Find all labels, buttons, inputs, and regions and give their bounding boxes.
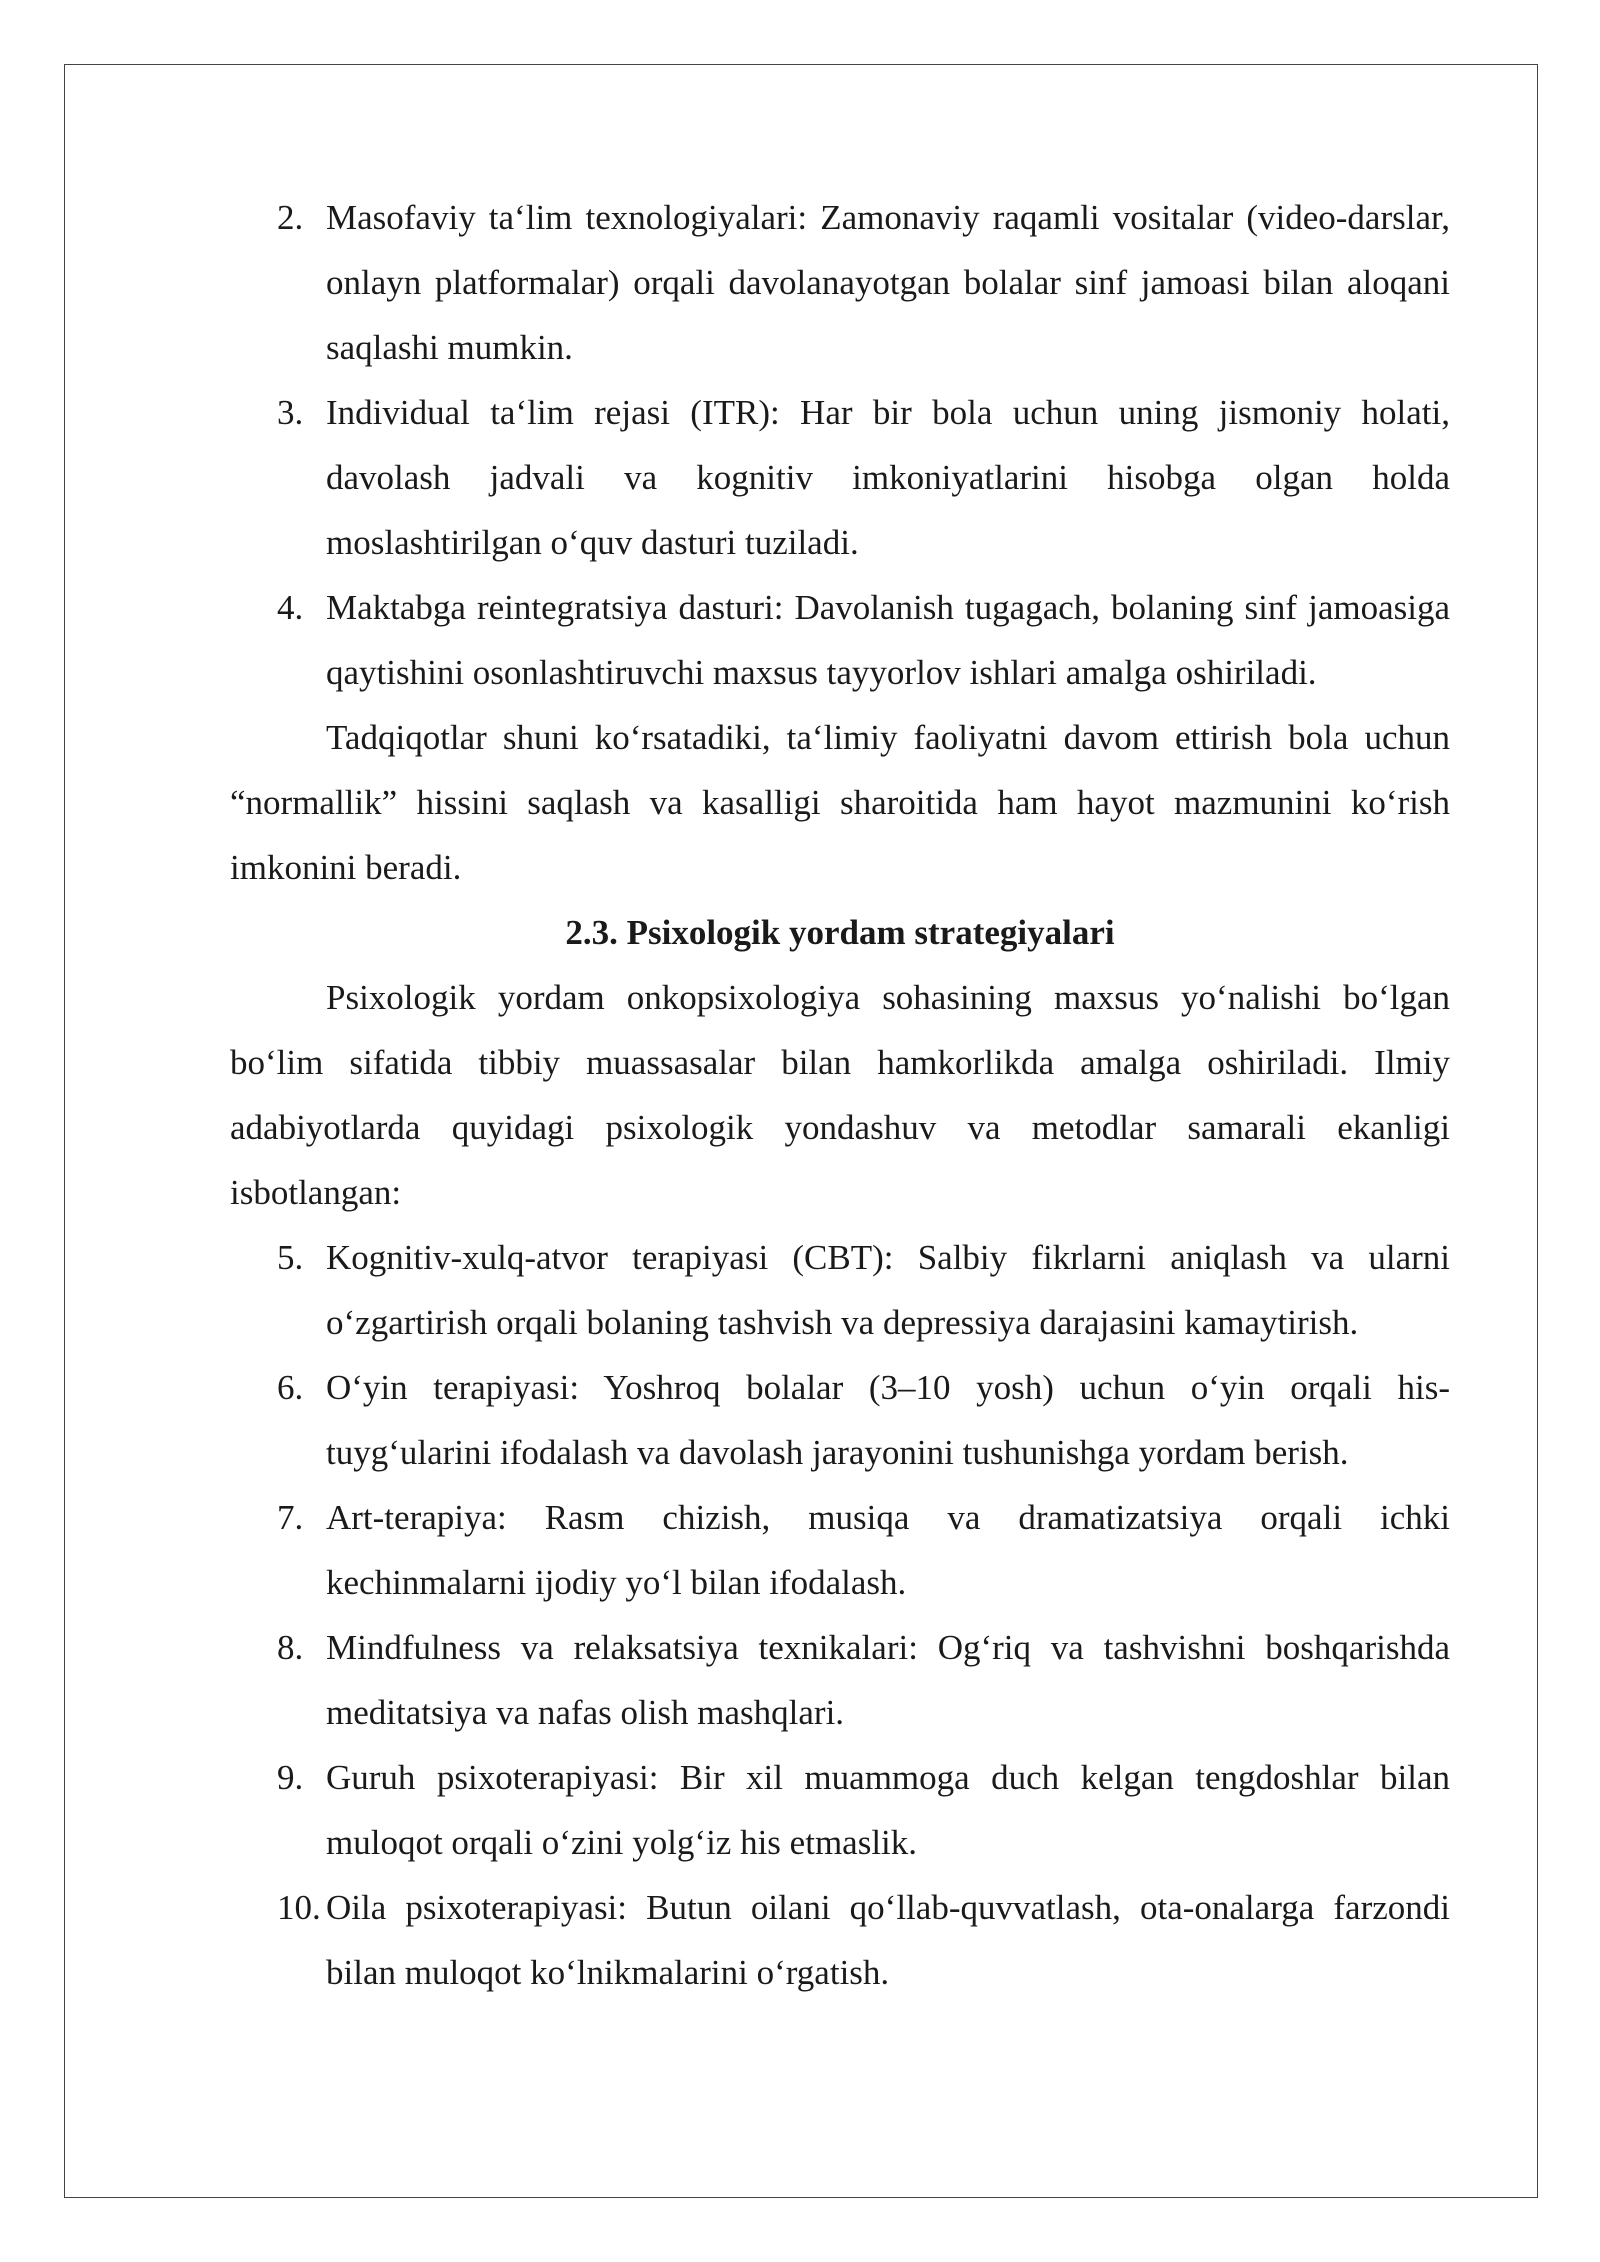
list-item-text: Guruh psixoterapiyasi: Bir xil muammoga duch kelgan tengdoshlar bilan muloqot orqali o‘zini yolg‘iz his etmaslik.	[326, 1758, 1450, 1862]
body-paragraph: Tadqiqotlar shuni ko‘rsatadiki, ta‘limiy faoliyatni davom ettirish bola uchun “normallik” hissini saqlash va kasalligi sharoitida ham hayot mazmunini ko‘rish imkonini beradi.	[230, 718, 1450, 887]
list-item-text: Art-terapiya: Rasm chizish, musiqa va dramatizatsiya orqali ichki kechinmalarni ijodiy yo‘l bilan ifodalash.	[326, 1498, 1450, 1602]
list-item-number: 3.	[277, 393, 304, 432]
list-item	[230, 1225, 1450, 1355]
document-body	[230, 185, 1450, 2005]
list-item-number: 5.	[277, 1238, 304, 1277]
list-item	[230, 185, 1450, 380]
list-item-text: O‘yin terapiyasi: Yoshroq bolalar (3–10 yosh) uchun o‘yin orqali his-tuyg‘ularini ifodalash va davolash jarayonini tushunishga yordam berish.	[326, 1368, 1450, 1472]
list-item	[230, 1485, 1450, 1615]
list-item-text: Kognitiv-xulq-atvor terapiyasi (CBT): Salbiy fikrlarni aniqlash va ularni o‘zgartirish orqali bolaning tashvish va depressiya darajasini kamaytirish.	[326, 1238, 1450, 1342]
list-item-text: Individual ta‘lim rejasi (ITR): Har bir bola uchun uning jismoniy holati, davolash jadvali va kognitiv imkoniyatlarini hisobga olgan holda moslashtirilgan o‘quv dasturi tuziladi.	[326, 393, 1450, 562]
list-item-text: Mindfulness va relaksatsiya texnikalari: Og‘riq va tashvishni boshqarishda meditatsiya va nafas olish mashqlari.	[326, 1628, 1450, 1732]
list-item	[230, 575, 1450, 705]
list-item-number: 6.	[277, 1368, 304, 1407]
body-paragraph: Psixologik yordam onkopsixologiya sohasining maxsus yo‘nalishi bo‘lgan bo‘lim sifatida tibbiy muassasalar bilan hamkorlikda amalga oshiriladi. Ilmiy adabiyotlarda quyidagi psixologik yondashuv va metodlar samarali ekanligi isbotlangan:	[230, 978, 1450, 1212]
section-heading: 2.3. Psixologik yordam strategiyalari	[565, 913, 1115, 952]
list-item-text: Masofaviy ta‘lim texnologiyalari: Zamonaviy raqamli vositalar (video-darslar, onlayn platformalar) orqali davolanayotgan bolalar sinf jamoasi bilan aloqani saqlashi mumkin.	[326, 198, 1450, 367]
list-item	[230, 380, 1450, 575]
list-item-number: 4.	[277, 588, 304, 627]
list-item-number: 7.	[277, 1498, 304, 1537]
list-item-text: Maktabga reintegratsiya dasturi: Davolanish tugagach, bolaning sinf jamoasiga qaytishini osonlashtiruvchi maxsus tayyorlov ishlari amalga oshiriladi.	[326, 588, 1450, 692]
list-item	[230, 1745, 1450, 1875]
list-item-number: 8.	[277, 1628, 304, 1667]
list-item-text: Oila psixoterapiyasi: Butun oilani qo‘llab-quvvatlash, ota-onalarga farzondi bilan muloqot ko‘lnikmalarini o‘rgatish.	[326, 1888, 1450, 1992]
list-item-number: 2.	[277, 198, 304, 237]
list-item	[230, 1615, 1450, 1745]
list-item	[230, 1875, 1450, 2005]
list-item	[230, 1355, 1450, 1485]
list-item-number: 9.	[277, 1758, 304, 1797]
list-item-number: 10.	[277, 1888, 321, 1927]
